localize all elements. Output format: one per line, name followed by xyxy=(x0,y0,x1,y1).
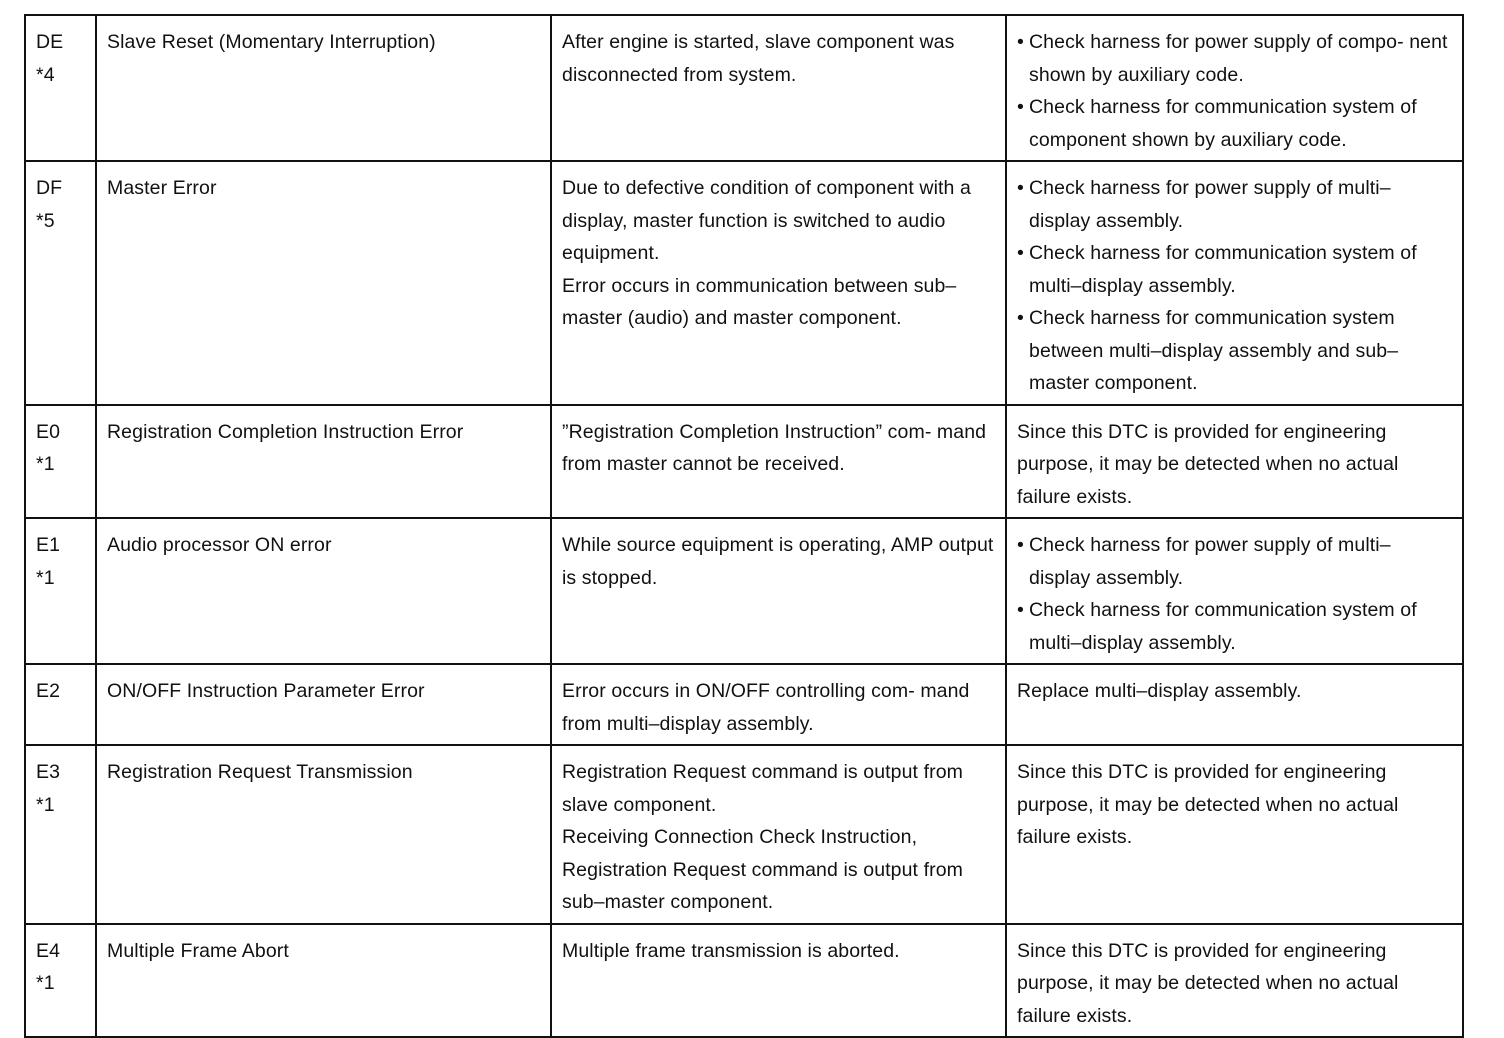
dtc-action-cell xyxy=(1006,664,1463,745)
dtc-action-cell xyxy=(1006,405,1463,519)
dtc-action-text: Since this DTC is provided for engineering purpose, it may be detected when no actual failure exists. xyxy=(1017,761,1399,848)
table-row xyxy=(25,15,1463,161)
dtc-condition-text: After engine is started, slave component was disconnected from system. xyxy=(562,31,955,86)
dtc-code-cell xyxy=(25,664,96,745)
dtc-item-cell xyxy=(96,161,551,405)
dtc-code: E1 xyxy=(36,534,61,556)
dtc-action-text: Check harness for power supply of multi– display assembly. xyxy=(1029,177,1391,232)
dtc-condition-text: While source equipment is operating, AMP output is stopped. xyxy=(562,534,994,589)
dtc-action-text: Replace multi–display assembly. xyxy=(1017,680,1302,702)
bullet-icon: • xyxy=(1017,307,1024,329)
dtc-code-cell xyxy=(25,745,96,924)
table-row xyxy=(25,161,1463,405)
dtc-action-cell xyxy=(1006,518,1463,664)
dtc-item-name: Multiple Frame Abort xyxy=(107,939,289,962)
dtc-code: E0 xyxy=(36,420,61,443)
dtc-condition-text: Due to defective condition of component with a display, master function is switched to audio equipment. xyxy=(562,177,971,264)
dtc-item-name: Audio processor ON error xyxy=(107,534,332,556)
dtc-item-cell xyxy=(96,664,551,745)
bullet-icon: • xyxy=(1017,534,1024,556)
dtc-item-name: Slave Reset (Momentary Interruption) xyxy=(107,31,436,53)
dtc-condition-cell xyxy=(551,924,1006,1038)
dtc-action-cell xyxy=(1006,15,1463,161)
dtc-code: DF xyxy=(36,177,63,199)
dtc-note: *1 xyxy=(36,566,55,589)
dtc-condition-text: ”Registration Completion Instruction” com- mand from master cannot be received. xyxy=(562,420,987,475)
dtc-action-text: Since this DTC is provided for engineering purpose, it may be detected when no actual failure exists. xyxy=(1017,939,1399,1027)
dtc-table-body xyxy=(25,15,1463,1037)
dtc-table xyxy=(24,14,1464,1038)
dtc-condition-cell xyxy=(551,161,1006,405)
dtc-item-cell xyxy=(96,405,551,519)
bullet-icon: • xyxy=(1017,242,1024,264)
dtc-note: *1 xyxy=(36,453,55,475)
bullet-icon: • xyxy=(1017,177,1024,199)
table-row xyxy=(25,664,1463,745)
dtc-action-cell xyxy=(1006,745,1463,924)
table-row xyxy=(25,405,1463,519)
bullet-icon: • xyxy=(1017,96,1024,118)
dtc-action-bullet xyxy=(1017,26,1453,91)
bullet-icon: • xyxy=(1017,31,1024,53)
dtc-action-bullet xyxy=(1017,91,1453,156)
dtc-code-cell xyxy=(25,161,96,405)
dtc-condition-cell xyxy=(551,518,1006,664)
dtc-code-cell xyxy=(25,405,96,519)
dtc-item-cell xyxy=(96,745,551,924)
dtc-condition-text: Error occurs in communication between sub–master (audio) and master component. xyxy=(562,274,957,329)
table-row xyxy=(25,518,1463,664)
dtc-condition-cell xyxy=(551,15,1006,161)
dtc-item-name: Registration Request Transmission xyxy=(107,761,413,783)
dtc-condition-text: Error occurs in ON/OFF controlling com- mand from multi–display assembly. xyxy=(562,680,970,735)
dtc-condition-cell xyxy=(551,405,1006,519)
dtc-action-bullet xyxy=(1017,594,1453,659)
dtc-condition-cell xyxy=(551,745,1006,924)
dtc-code: E2 xyxy=(36,680,61,702)
dtc-note: *1 xyxy=(36,793,55,816)
table-row xyxy=(25,745,1463,924)
dtc-code-cell xyxy=(25,518,96,664)
dtc-action-bullet xyxy=(1017,237,1453,302)
dtc-condition-text: Multiple frame transmission is aborted. xyxy=(562,939,900,962)
table-row xyxy=(25,924,1463,1038)
dtc-code: DE xyxy=(36,31,64,53)
dtc-action-text: Check harness for communication system of multi–display assembly. xyxy=(1029,599,1417,654)
dtc-item-name: ON/OFF Instruction Parameter Error xyxy=(107,680,425,702)
dtc-code: E3 xyxy=(36,761,61,783)
dtc-code: E4 xyxy=(36,939,61,962)
dtc-action-text: Check harness for communication system between multi–display assembly and sub– master component. xyxy=(1029,307,1399,394)
dtc-action-text: Check harness for communication system of component shown by auxiliary code. xyxy=(1029,96,1417,151)
dtc-item-cell xyxy=(96,518,551,664)
dtc-action-text: Check harness for communication system of multi–display assembly. xyxy=(1029,242,1417,297)
dtc-item-cell xyxy=(96,924,551,1038)
dtc-action-cell xyxy=(1006,924,1463,1038)
dtc-action-bullet xyxy=(1017,302,1453,400)
dtc-action-text: Check harness for power supply of multi– display assembly. xyxy=(1029,534,1391,589)
dtc-item-cell xyxy=(96,15,551,161)
dtc-note: *1 xyxy=(36,972,55,994)
dtc-item-name: Registration Completion Instruction Error xyxy=(107,420,464,443)
dtc-note: *5 xyxy=(36,209,55,232)
dtc-code-cell xyxy=(25,924,96,1038)
bullet-icon: • xyxy=(1017,599,1024,621)
dtc-action-text: Since this DTC is provided for engineering purpose, it may be detected when no actual failure exists. xyxy=(1017,420,1399,508)
dtc-action-text: Check harness for power supply of compo- nent shown by auxiliary code. xyxy=(1029,31,1448,86)
dtc-condition-cell xyxy=(551,664,1006,745)
dtc-item-name: Master Error xyxy=(107,177,217,199)
dtc-action-bullet xyxy=(1017,172,1453,237)
dtc-table-page xyxy=(24,14,1462,1038)
dtc-code-cell xyxy=(25,15,96,161)
dtc-condition-text: Registration Request command is output from slave component. xyxy=(562,761,963,816)
dtc-condition-text: Receiving Connection Check Instruction, Registration Request command is output from sub–master component. xyxy=(562,826,963,913)
dtc-note: *4 xyxy=(36,63,55,86)
dtc-action-cell xyxy=(1006,161,1463,405)
dtc-action-bullet xyxy=(1017,529,1453,594)
